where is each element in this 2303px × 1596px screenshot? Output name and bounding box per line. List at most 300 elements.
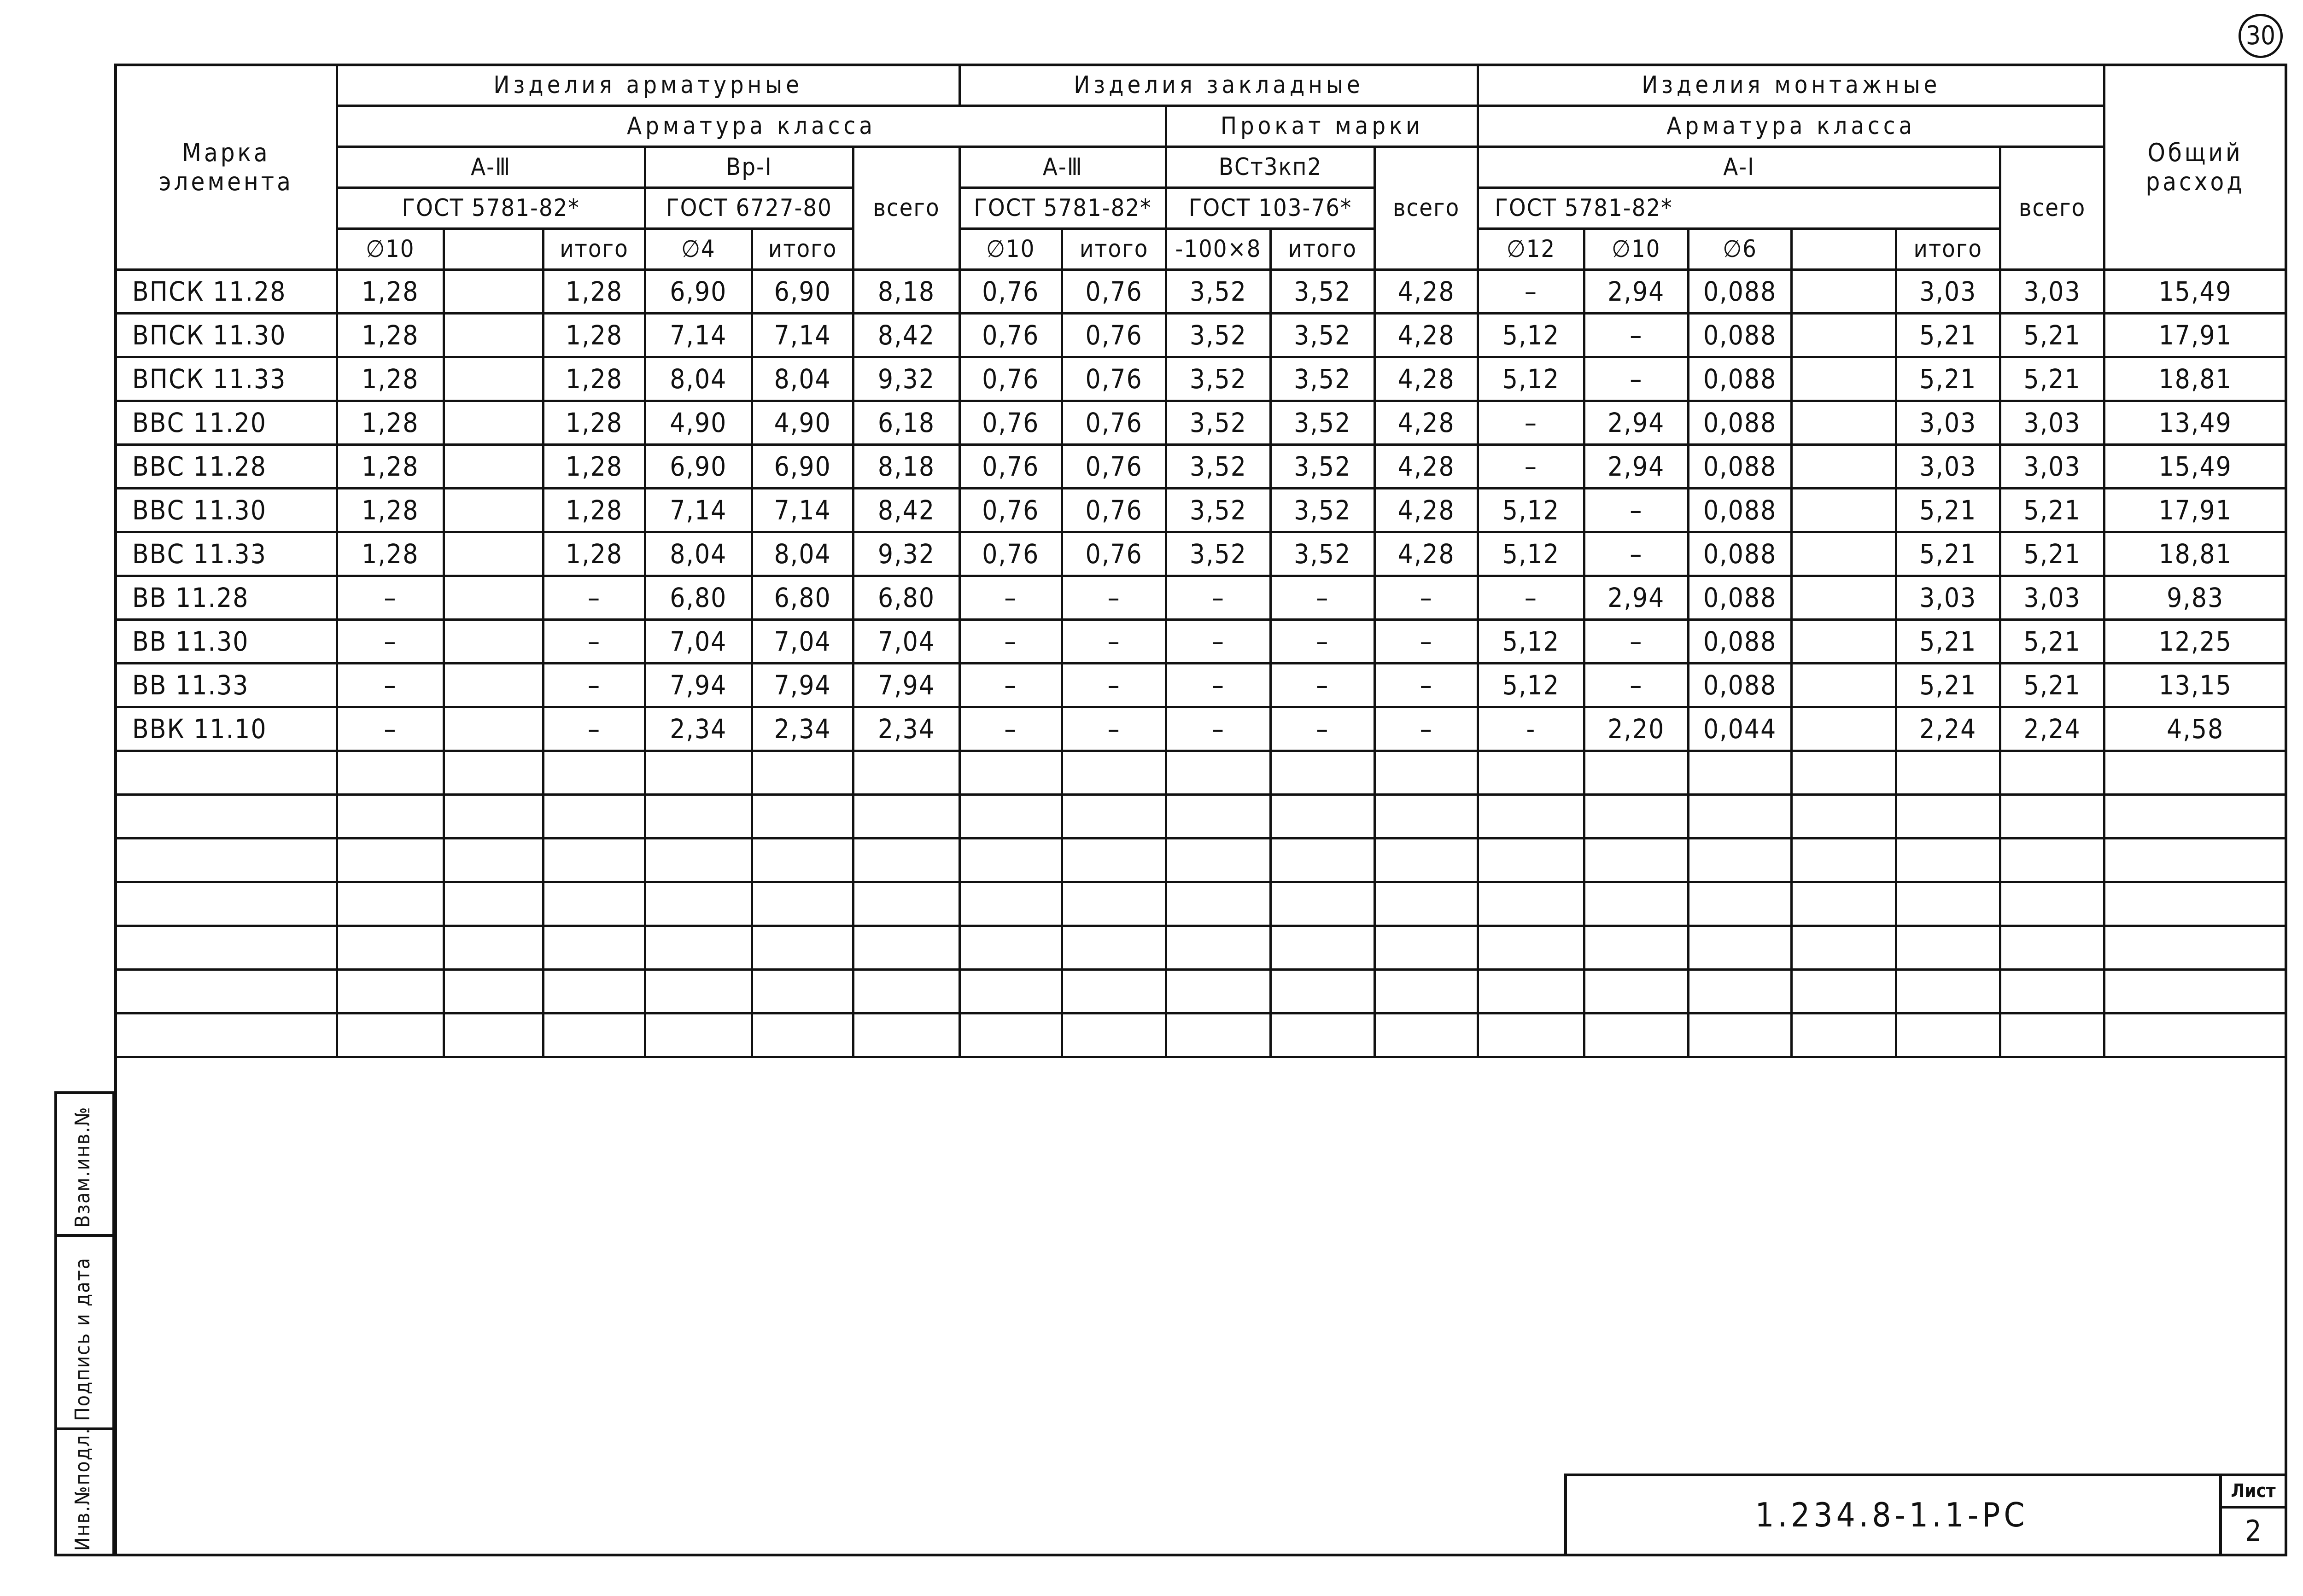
empty-cell (2000, 926, 2104, 970)
empty-cell (752, 926, 853, 970)
row-value-cell: 6,90 (645, 270, 752, 314)
vzam-cell (57, 1094, 112, 1237)
row-value-cell: 3,52 (1270, 270, 1374, 314)
row-value-cell: 0,76 (959, 270, 1062, 314)
row-value-cell: 3,52 (1166, 357, 1270, 401)
row-value-cell: 7,04 (853, 620, 959, 664)
empty-cell (959, 970, 1062, 1014)
row-value-cell: – (337, 576, 444, 620)
mark-header (116, 65, 337, 270)
empty-cell (1688, 795, 1791, 839)
row-value-cell: 7,04 (645, 620, 752, 664)
row-value-cell (444, 401, 544, 445)
empty-cell (645, 926, 752, 970)
row-mark-cell: ВВС 11.20 (116, 401, 337, 445)
row-value-cell: 5,21 (2000, 314, 2104, 357)
empty-cell (959, 795, 1062, 839)
row-value-cell (1792, 445, 1896, 489)
row-value-cell: – (1062, 576, 1166, 620)
inv-label: Инв.№подл. (71, 1427, 94, 1551)
row-value-cell: 3,52 (1270, 532, 1374, 576)
row-value-cell: 5,21 (1896, 620, 2000, 664)
row-value-cell: 6,90 (645, 445, 752, 489)
row-value-cell: 3,03 (1896, 401, 2000, 445)
row-value-cell: 1,28 (337, 532, 444, 576)
row-value-cell: – (1478, 401, 1584, 445)
table-row (116, 664, 2286, 707)
row-value-cell (444, 664, 544, 707)
row-mark-cell: ВПСК 11.28 (116, 270, 337, 314)
row-value-cell: 1,28 (544, 401, 645, 445)
gost-103-header: ГОСТ 103-76* (1166, 188, 1375, 229)
page-mark: 30 (2239, 14, 2283, 58)
row-mark-cell: ВВС 11.28 (116, 445, 337, 489)
row-value-cell: 0,76 (1062, 314, 1166, 357)
row-value-cell: 0,76 (959, 489, 1062, 532)
empty-cell (853, 839, 959, 882)
row-value-cell: 4,28 (1374, 357, 1478, 401)
row-value-cell: 4,90 (645, 401, 752, 445)
empty-cell (959, 926, 1062, 970)
row-value-cell: 7,04 (752, 620, 853, 664)
row-value-cell: 5,12 (1478, 532, 1584, 576)
row-total-cell: 9,83 (2104, 576, 2286, 620)
empty-cell (1270, 751, 1374, 795)
row-value-cell (444, 707, 544, 751)
row-value-cell (1792, 664, 1896, 707)
row-value-cell: – (544, 707, 645, 751)
row-value-cell: 1,28 (544, 489, 645, 532)
row-value-cell: 0,088 (1688, 445, 1791, 489)
empty-cell (2104, 970, 2286, 1014)
row-value-cell (1792, 620, 1896, 664)
title-block (1564, 1474, 2287, 1556)
empty-cell (1374, 970, 1478, 1014)
row-value-cell: 0,76 (1062, 270, 1166, 314)
row-value-cell: 3,03 (2000, 401, 2104, 445)
row-total-cell: 18,81 (2104, 357, 2286, 401)
row-value-cell: – (1062, 664, 1166, 707)
row-value-cell: 7,94 (853, 664, 959, 707)
empty-cell (1166, 795, 1270, 839)
class-a3-embedded-header: А-Ⅲ (959, 147, 1166, 188)
empty-cell (444, 795, 544, 839)
table-row (116, 357, 2286, 401)
empty-cell (1688, 882, 1791, 926)
row-value-cell: 1,28 (337, 357, 444, 401)
empty-cell (337, 1014, 444, 1057)
empty-cell (853, 882, 959, 926)
row-value-cell: 2,94 (1584, 576, 1688, 620)
d12-header: ∅12 (1478, 229, 1584, 270)
empty-cell (1688, 1014, 1791, 1057)
row-value-cell: 5,21 (1896, 357, 2000, 401)
empty-cell (2104, 751, 2286, 795)
row-value-cell: 5,12 (1478, 357, 1584, 401)
d4-header: ∅4 (645, 229, 752, 270)
gost-5781-header: ГОСТ 5781-82* (337, 188, 645, 229)
row-value-cell: – (1584, 489, 1688, 532)
empty-cell (1374, 795, 1478, 839)
empty-cell (1478, 1014, 1584, 1057)
row-value-cell (444, 270, 544, 314)
row-value-cell: 0,76 (959, 357, 1062, 401)
empty-cell (1478, 839, 1584, 882)
empty-cell (1270, 1014, 1374, 1057)
itogo-header-1: итого (544, 229, 645, 270)
row-value-cell: – (959, 576, 1062, 620)
empty-cell (444, 882, 544, 926)
row-value-cell (444, 576, 544, 620)
vsego-header-2: всего (1374, 147, 1478, 270)
row-value-cell: 0,76 (1062, 401, 1166, 445)
empty-cell (444, 839, 544, 882)
row-value-cell: 4,28 (1374, 401, 1478, 445)
empty-cell (1270, 882, 1374, 926)
empty-cell (1688, 839, 1791, 882)
empty-cell (2000, 882, 2104, 926)
row-value-cell: 4,28 (1374, 445, 1478, 489)
row-value-cell: – (959, 620, 1062, 664)
gost-5781-mounting-header: ГОСТ 5781-82* (1478, 188, 2000, 229)
empty-cell (116, 882, 337, 926)
empty-cell (544, 839, 645, 882)
row-value-cell: 5,21 (2000, 664, 2104, 707)
table-row (116, 489, 2286, 532)
row-value-cell: 0,76 (1062, 445, 1166, 489)
row-value-cell: 3,52 (1270, 401, 1374, 445)
row-value-cell: – (544, 620, 645, 664)
row-value-cell: 3,52 (1270, 445, 1374, 489)
row-value-cell: 2,24 (2000, 707, 2104, 751)
mounting-group-header: Изделия монтажные (1478, 65, 2104, 106)
row-value-cell: – (1062, 620, 1166, 664)
row-value-cell: 3,52 (1166, 445, 1270, 489)
row-value-cell: – (959, 664, 1062, 707)
row-value-cell: 7,14 (645, 489, 752, 532)
gost-6727-header: ГОСТ 6727-80 (645, 188, 853, 229)
empty-cell (2000, 795, 2104, 839)
row-value-cell: 8,04 (752, 532, 853, 576)
itogo-header-2: итого (752, 229, 853, 270)
empty-row (116, 926, 2286, 970)
row-value-cell: 9,32 (853, 357, 959, 401)
row-value-cell: 4,28 (1374, 532, 1478, 576)
row-value-cell (1792, 707, 1896, 751)
empty-cell (1584, 970, 1688, 1014)
row-value-cell: – (1270, 576, 1374, 620)
row-value-cell: – (1166, 620, 1270, 664)
empty-cell (2000, 839, 2104, 882)
row-value-cell: 5,12 (1478, 314, 1584, 357)
row-value-cell: 5,21 (1896, 489, 2000, 532)
row-value-cell: 3,52 (1166, 270, 1270, 314)
empty-cell (1166, 1014, 1270, 1057)
row-value-cell: 3,03 (2000, 576, 2104, 620)
empty-cell (853, 970, 959, 1014)
rebar-class-header: Арматура класса (337, 106, 1166, 147)
empty-cell (1166, 882, 1270, 926)
empty-cell (1792, 751, 1896, 795)
empty-cell (1062, 751, 1166, 795)
empty-cell (337, 839, 444, 882)
table-body (116, 270, 2286, 1057)
empty-cell (1896, 970, 2000, 1014)
podpis-label: Подпись и дата (71, 1257, 94, 1421)
row-value-cell: 7,94 (752, 664, 853, 707)
empty-cell (337, 970, 444, 1014)
row-value-cell: – (1062, 707, 1166, 751)
row-value-cell: 2,94 (1584, 401, 1688, 445)
empty-cell (1688, 926, 1791, 970)
d6-header: ∅6 (1688, 229, 1791, 270)
row-value-cell: 3,52 (1166, 532, 1270, 576)
row-mark-cell: ВВС 11.33 (116, 532, 337, 576)
row-value-cell (1792, 314, 1896, 357)
empty-cell (2104, 1014, 2286, 1057)
row-value-cell: 1,28 (544, 532, 645, 576)
empty-cell (544, 970, 645, 1014)
row-value-cell: 3,52 (1166, 489, 1270, 532)
row-value-cell: 5,12 (1478, 620, 1584, 664)
row-value-cell: – (544, 576, 645, 620)
empty-cell (1584, 882, 1688, 926)
row-value-cell: 0,088 (1688, 664, 1791, 707)
row-value-cell: 0,76 (959, 532, 1062, 576)
row-value-cell: 5,21 (1896, 314, 2000, 357)
row-value-cell: 6,90 (752, 445, 853, 489)
empty-cell (752, 1014, 853, 1057)
row-value-cell: 1,28 (337, 270, 444, 314)
row-value-cell: – (1270, 620, 1374, 664)
row-value-cell: 8,04 (645, 532, 752, 576)
row-total-cell: 13,15 (2104, 664, 2286, 707)
row-value-cell: 0,088 (1688, 314, 1791, 357)
row-value-cell (1792, 532, 1896, 576)
row-value-cell: – (1166, 707, 1270, 751)
row-value-cell (1792, 270, 1896, 314)
empty-cell (1062, 839, 1166, 882)
empty-row (116, 882, 2286, 926)
grade-vst3kp2-header: ВСт3кп2 (1166, 147, 1375, 188)
row-value-cell: 5,21 (2000, 357, 2104, 401)
row-mark-cell: ВПСК 11.33 (116, 357, 337, 401)
row-mark-cell: ВПСК 11.30 (116, 314, 337, 357)
row-value-cell: 1,28 (544, 314, 645, 357)
row-value-cell: 2,34 (752, 707, 853, 751)
row-value-cell: 0,76 (1062, 357, 1166, 401)
row-value-cell: 4,90 (752, 401, 853, 445)
row-value-cell: 5,12 (1478, 664, 1584, 707)
row-value-cell: 0,76 (959, 445, 1062, 489)
row-value-cell: 2,94 (1584, 270, 1688, 314)
row-value-cell: 3,52 (1166, 314, 1270, 357)
table-row (116, 576, 2286, 620)
row-value-cell: 4,28 (1374, 314, 1478, 357)
empty-cell (116, 1014, 337, 1057)
empty-cell (959, 882, 1062, 926)
row-value-cell: 0,088 (1688, 532, 1791, 576)
vsego-header-3: всего (2000, 147, 2104, 270)
podpis-cell (57, 1237, 112, 1430)
row-value-cell: - (1478, 707, 1584, 751)
empty-cell (1374, 839, 1478, 882)
empty-cell (116, 970, 337, 1014)
row-value-cell: 9,32 (853, 532, 959, 576)
empty-cell (752, 839, 853, 882)
row-total-cell: 12,25 (2104, 620, 2286, 664)
row-value-cell: 0,76 (1062, 489, 1166, 532)
row-value-cell: 7,94 (645, 664, 752, 707)
row-value-cell: – (1166, 576, 1270, 620)
row-mark-cell: ВВ 11.28 (116, 576, 337, 620)
empty-cell (752, 970, 853, 1014)
empty-cell (1584, 839, 1688, 882)
row-value-cell: 1,28 (337, 489, 444, 532)
row-value-cell: 2,20 (1584, 707, 1688, 751)
empty-cell (116, 839, 337, 882)
empty-cell (1270, 839, 1374, 882)
empty-cell (1896, 926, 2000, 970)
row-value-cell: 1,28 (337, 445, 444, 489)
row-value-cell: 8,04 (645, 357, 752, 401)
empty-cell (1166, 970, 1270, 1014)
total-header (2104, 65, 2286, 270)
row-value-cell: – (1374, 664, 1478, 707)
empty-cell (544, 882, 645, 926)
empty-cell (1896, 882, 2000, 926)
empty-cell (1374, 1014, 1478, 1057)
empty-cell (544, 1014, 645, 1057)
empty-cell (444, 926, 544, 970)
row-value-cell: – (1584, 620, 1688, 664)
table-row (116, 620, 2286, 664)
document-code: 1.234.8-1.1-РС (1755, 1496, 2028, 1534)
empty-cell (959, 1014, 1062, 1057)
empty-cell (752, 882, 853, 926)
row-value-cell: – (1478, 270, 1584, 314)
row-value-cell: 6,18 (853, 401, 959, 445)
empty-row (116, 970, 2286, 1014)
class-vr1-header: Вр-Ⅰ (645, 147, 853, 188)
empty-cell (2000, 970, 2104, 1014)
empty-cell (2104, 882, 2286, 926)
row-value-cell: 6,80 (752, 576, 853, 620)
row-value-cell: 2,34 (853, 707, 959, 751)
sheet-box (2219, 1476, 2285, 1554)
row-value-cell: 0,088 (1688, 489, 1791, 532)
itogo-header-5: итого (1896, 229, 2000, 270)
empty-cell (752, 751, 853, 795)
d10-mounting-header: ∅10 (1584, 229, 1688, 270)
approval-stamp-strip (54, 1091, 115, 1556)
mounting-rebar-class-header: Арматура класса (1478, 106, 2104, 147)
empty-cell (2104, 926, 2286, 970)
empty-cell (1478, 751, 1584, 795)
row-value-cell: 0,088 (1688, 620, 1791, 664)
row-value-cell: 2,24 (1896, 707, 2000, 751)
inv-cell (57, 1427, 112, 1554)
row-value-cell: 7,14 (752, 314, 853, 357)
empty-cell (1270, 970, 1374, 1014)
row-value-cell: 1,28 (544, 445, 645, 489)
empty-row (116, 1014, 2286, 1057)
row-value-cell: – (1584, 664, 1688, 707)
empty-cell (1896, 751, 2000, 795)
row-value-cell (1792, 489, 1896, 532)
empty-cell (2000, 1014, 2104, 1057)
empty-cell (2104, 839, 2286, 882)
row-value-cell: 4,28 (1374, 270, 1478, 314)
empty-cell (1374, 926, 1478, 970)
empty-cell (645, 751, 752, 795)
row-value-cell: 7,14 (752, 489, 853, 532)
row-value-cell: 2,34 (645, 707, 752, 751)
row-value-cell: – (1374, 576, 1478, 620)
row-total-cell: 17,91 (2104, 314, 2286, 357)
row-value-cell (444, 314, 544, 357)
row-total-cell: 15,49 (2104, 445, 2286, 489)
row-value-cell: 5,21 (2000, 532, 2104, 576)
d10-embedded-header: ∅10 (959, 229, 1062, 270)
empty-cell (959, 839, 1062, 882)
table-row (116, 532, 2286, 576)
empty-cell (1688, 970, 1791, 1014)
row-value-cell: 1,28 (544, 357, 645, 401)
itogo-header-3: итого (1062, 229, 1166, 270)
empty-cell (1270, 926, 1374, 970)
row-value-cell: 5,12 (1478, 489, 1584, 532)
empty-cell (645, 970, 752, 1014)
row-value-cell: 7,14 (645, 314, 752, 357)
row-value-cell (1792, 401, 1896, 445)
sheet-label: Лист (2222, 1476, 2285, 1509)
empty-cell (1584, 1014, 1688, 1057)
table-row (116, 401, 2286, 445)
materials-table (114, 64, 2287, 1058)
class-a1-header: А-Ⅰ (1478, 147, 2000, 188)
empty-cell (853, 751, 959, 795)
row-value-cell: 6,80 (645, 576, 752, 620)
row-value-cell: 3,52 (1270, 314, 1374, 357)
empty-cell (645, 882, 752, 926)
embedded-group-header: Изделия закладные (959, 65, 1478, 106)
empty-cell (1792, 970, 1896, 1014)
empty-cell (1062, 795, 1166, 839)
row-value-cell: 0,088 (1688, 357, 1791, 401)
empty-cell (444, 1014, 544, 1057)
row-value-cell: – (1166, 664, 1270, 707)
empty-cell (1062, 882, 1166, 926)
empty-cell (1584, 795, 1688, 839)
empty-cell (1166, 926, 1270, 970)
row-value-cell (444, 620, 544, 664)
row-value-cell: 3,52 (1270, 489, 1374, 532)
mark-header-line2: элемента (158, 167, 293, 196)
empty-cell (1792, 882, 1896, 926)
row-value-cell: 1,28 (337, 314, 444, 357)
empty-cell (1688, 751, 1791, 795)
row-value-cell: 5,21 (2000, 620, 2104, 664)
row-value-cell: – (1584, 357, 1688, 401)
empty-cell (959, 751, 1062, 795)
empty-cell (1792, 839, 1896, 882)
row-value-cell: 1,28 (337, 401, 444, 445)
empty-cell (116, 751, 337, 795)
table-row (116, 707, 2286, 751)
row-value-cell: 4,28 (1374, 489, 1478, 532)
empty-cell (853, 795, 959, 839)
